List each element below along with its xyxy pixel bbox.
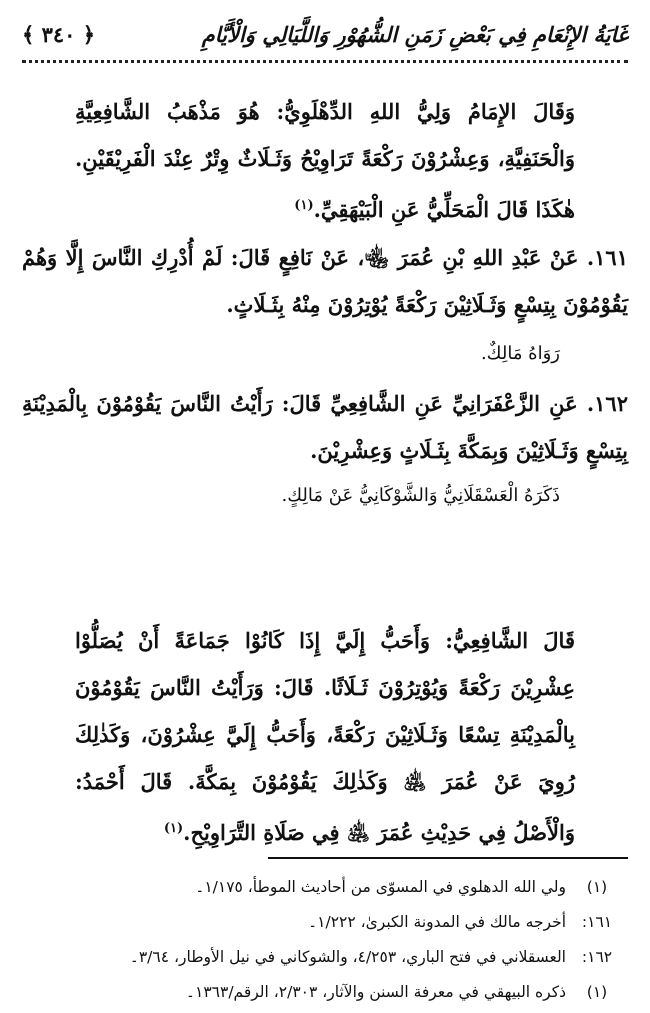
footnote-item bbox=[22, 975, 628, 1010]
footnote-number: ١٦١: bbox=[581, 913, 613, 931]
hadith-162 bbox=[22, 380, 628, 474]
footnote-item bbox=[22, 905, 628, 940]
running-title: غَايَةُ الإِنْعَامِ فِي بَعْضِ زَمَنِ الشُّهُوْرِ وَاللَّيَالِي وَالْأَيَّامِ bbox=[201, 21, 628, 47]
paragraph-text: وَأَحَبُّ إِلَيَّ إِذَا كَانُوْا جَمَاعَةً أَنْ يُصَلُّوْا عِشْرِيْنَ رَكْعَةً وَيُوْتِرُوْنَ ثَـلَاثًا. قَالَ: وَرَأَيْتُ النَّاسَ يَقُوْمُوْنَ بِالْمَدِيْنَةِ تِسْعًا وَثَـلَاثِيْنَ رَكْعَةً، وَأَحَبُّ إِلَيَّ عِشْرُوْنَ، وَكَذٰلِكَ رُوِيَ عَنْ عُمَرَ ﵁ وَكَذٰلِكَ يَقُوْمُوْنَ بِمَكَّةَ. قَالَ أَحْمَدُ: وَالْأَصْلُ فِي حَدِيْثِ عُمَرَ ﵁ فِي صَلَاةِ التَّرَاوِيْحِ. bbox=[75, 628, 575, 845]
paragraph-lead: وَقَالَ الإِمَامُ وَلِيُّ اللهِ الدِّهْلَوِيُّ: bbox=[276, 99, 576, 124]
page-number: ﴿ ٣٤٠ ﴾ bbox=[22, 21, 96, 47]
footnote-number: (١) bbox=[586, 878, 608, 896]
hadith-text: قَالَ: رَأَيْتُ النَّاسَ يَقُوْمُوْنَ بِالْمَدِيْنَةِ بِتِسْعٍ وَثَـلَاثِيْنَ وَبِمَكَّةَ بِثَـلَاثٍ وَعِشْرِيْنَ. bbox=[22, 391, 628, 463]
footnotes bbox=[22, 870, 628, 1010]
footnote-item bbox=[22, 870, 628, 905]
hadith-161 bbox=[22, 234, 628, 328]
footnote-text: ولي الله الدهلوي في المسوّى من أحاديث الموطأ، ١/١٧٥۔ bbox=[195, 878, 566, 896]
paragraph-text: هُوَ مَذْهَبُ الشَّافِعِيَّةِ وَالْحَنَفِيَّةِ، وَعِشْرُوْنَ رَكْعَةً تَرَاوِيْحُ وَثَـلَاثٌ وِتْرٌ عِنْدَ الْفَرِيْقَيْنِ. هٰكَذَا قَالَ الْمَحَلِّيُّ عَنِ الْبَيْهَقِيِّ. bbox=[75, 99, 575, 222]
hadith-number: ١٦١. bbox=[578, 245, 628, 270]
footnote-text: أخرجه مالك في المدونة الكبرىٰ، ١/٢٢٢۔ bbox=[308, 913, 566, 931]
hadith-chain: عَنْ عَبْدِ اللهِ بْنِ عُمَرَ ﵄، عَنْ نَافِعٍ bbox=[278, 245, 579, 270]
hadith-162-source: ذَكَرَهُ الْعَسْقَلَانِيُّ وَالشَّوْكَانِيُّ عَنْ مَالِكٍ. bbox=[281, 485, 560, 506]
running-header bbox=[22, 14, 628, 54]
footnote-item bbox=[22, 940, 628, 975]
footnote-text: ذكره البيهقي في معرفة السنن والآثار، ٢/٣٠٣، الرقم/١٣٦٣۔ bbox=[185, 983, 566, 1001]
footnote-marker: (١) bbox=[294, 198, 314, 213]
hadith-chain: عَنِ الزَّعْفَرَانِيِّ عَنِ الشَّافِعِيِّ bbox=[330, 391, 578, 416]
footnote-number: ١٦٢: bbox=[581, 948, 613, 966]
header-divider bbox=[22, 60, 628, 63]
hadith-number: ١٦٢. bbox=[577, 391, 628, 416]
footnote-text: العسقلاني في فتح الباري، ٤/٢٥٣، والشوكاني في نيل الأوطار، ٣/٦٤۔ bbox=[129, 948, 566, 966]
footnote-number: (١) bbox=[586, 983, 608, 1001]
footnote-divider bbox=[268, 857, 628, 859]
paragraph-shafii bbox=[75, 617, 575, 856]
footnote-marker: (١) bbox=[163, 821, 184, 836]
hadith-text: قَالَ: لَمْ أُدْرِكِ النَّاسَ إِلَّا وَهُمْ يَقُوْمُوْنَ بِتِسْعٍ وَثَـلَاثِيْنَ رَكْعَةً يُوْتِرُوْنَ مِنْهُ بِثَـلَاثٍ. bbox=[22, 245, 628, 317]
paragraph-lead: قَالَ الشَّافِعِيُّ: bbox=[445, 628, 575, 653]
paragraph-dihlawi bbox=[75, 88, 575, 233]
hadith-161-source: رَوَاهُ مَالِكٌ. bbox=[480, 343, 560, 364]
